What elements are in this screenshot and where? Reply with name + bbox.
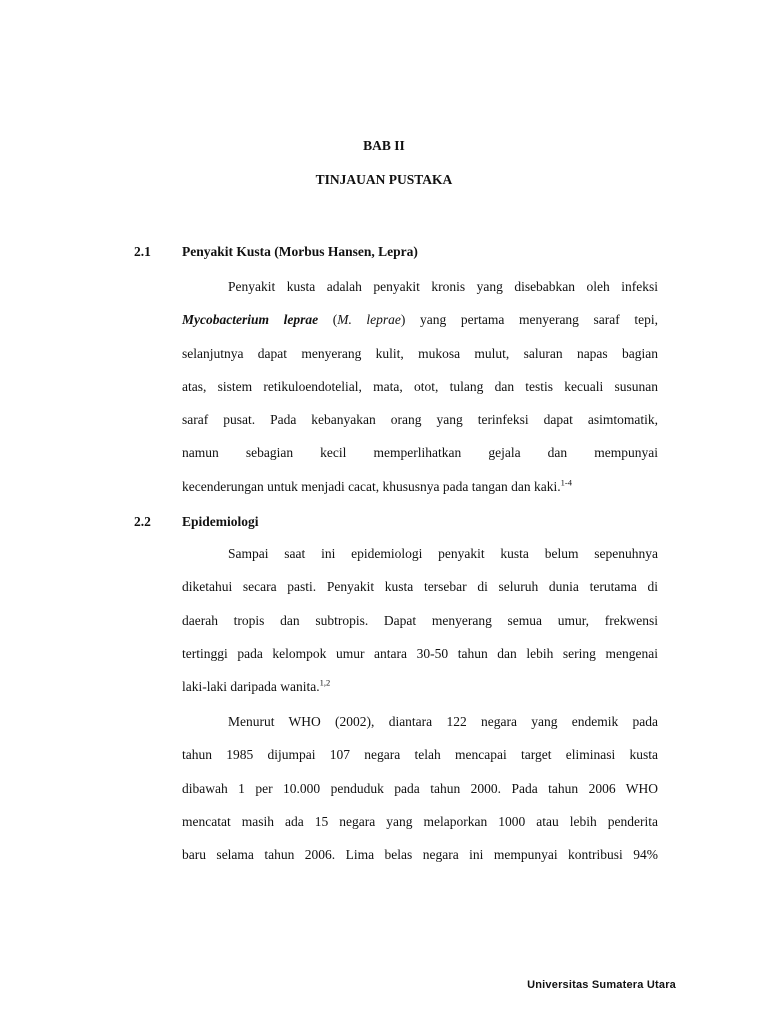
text-line: kecenderungan untuk menjadi cacat, khususnya pada tangan dan kaki.$^{1-4}$ (182, 477, 572, 494)
text-line: Penyakit kusta adalah penyakit kronis yang disebabkan oleh infeksi (228, 279, 658, 294)
chapter-label: BAB II (363, 138, 405, 153)
section-number: 2.1 (134, 244, 151, 259)
text-line: dibawah 1 per 10.000 penduduk pada tahun 2000. Pada tahun 2006 WHO (182, 780, 658, 796)
paragraph-penyakit-kusta (182, 270, 658, 503)
text-line: daerah tropis dan subtropis. Dapat menyerang semua umur, frekwensi (182, 612, 658, 628)
text-line: atas, sistem retikuloendotelial, mata, otot, tulang dan testis kecuali susunan (182, 378, 658, 394)
chapter-title: TINJAUAN PUSTAKA (315, 172, 453, 187)
text-line: tertinggi pada kelompok umur antara 30-50 tahun dan lebih sering mengenai (182, 645, 658, 661)
section-heading-2-2 (134, 514, 259, 530)
paragraph-epidemiologi-2 (182, 705, 658, 871)
paragraph-epidemiologi-1 (182, 537, 658, 703)
reference-superscript: 1,2 (319, 677, 331, 688)
section-heading-2-1 (134, 244, 418, 260)
text-line: saraf pusat. Pada kebanyakan orang yang terinfeksi dapat asimtomatik, (182, 412, 658, 428)
organism-abbr: M. leprae (337, 312, 401, 328)
organism-name: Mycobacterium leprae (182, 312, 319, 328)
text-line: namun sebagian kecil memperlihatkan gejala dan mempunyai (182, 445, 658, 461)
section-title: Epidemiologi (182, 514, 259, 529)
footer-institution: Universitas Sumatera Utara (527, 979, 676, 991)
section-number: 2.2 (134, 514, 151, 529)
text-line: Sampai saat ini epidemiologi penyakit kusta belum sepenuhnya (228, 546, 658, 561)
section-title: Penyakit Kusta (Morbus Hansen, Lepra) (182, 244, 418, 259)
text-line: mencatat masih ada 15 negara yang melaporkan 1000 atau lebih penderita (182, 813, 658, 829)
text-line: diketahui secara pasti. Penyakit kusta tersebar di seluruh dunia terutama di (182, 579, 658, 595)
text-line: tahun 1985 dijumpai 107 negara telah mencapai target eliminasi kusta (182, 747, 658, 763)
text-line: Mycobacterium leprae (M. leprae) yang pertama menyerang saraf tepi, (182, 312, 658, 328)
text-line: selanjutnya dapat menyerang kulit, mukosa mulut, saluran napas bagian (182, 345, 658, 361)
text-line: laki-laki daripada wanita.$^{1,2}$ (182, 677, 331, 695)
text-line: baru selama tahun 2006. Lima belas negara ini mempunyai kontribusi 94% (182, 847, 658, 863)
text-line: Menurut WHO (2002), diantara 122 negara yang endemik pada (228, 714, 658, 729)
reference-superscript: 1-4 (560, 477, 572, 488)
